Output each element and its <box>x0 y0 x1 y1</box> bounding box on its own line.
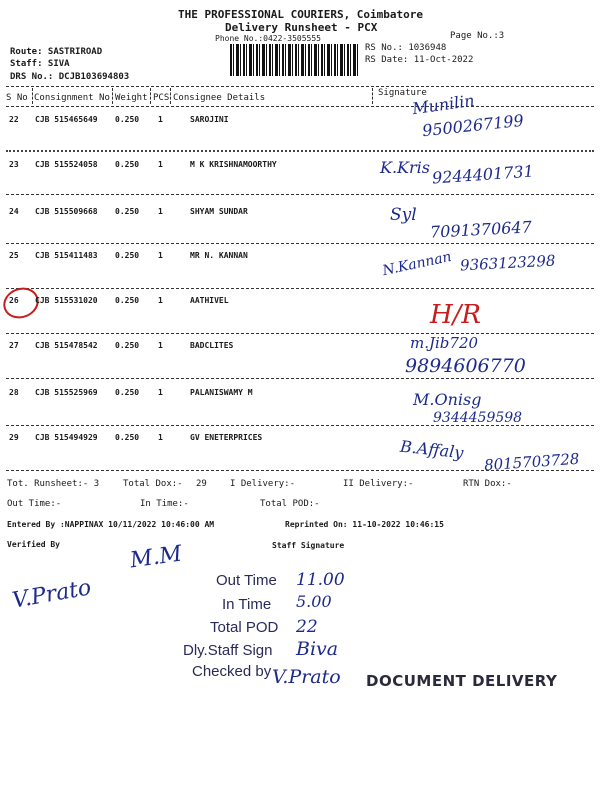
row-consignee: SHYAM SUNDAR <box>190 207 248 216</box>
signature: B.Affaly <box>399 436 465 463</box>
row-consignee: M K KRISHNAMOORTHY <box>190 160 277 169</box>
row-separator <box>6 333 594 334</box>
signature: Munilin <box>410 90 476 119</box>
signature-phone: 9344459598 <box>433 410 523 426</box>
row-consignment: CJB 515478542 <box>35 341 98 350</box>
col-consignment: Consignment No <box>34 93 110 103</box>
row-consignment: CJB 515465649 <box>35 115 98 124</box>
stamp-dly-staff-sign-value: Biva <box>296 638 339 660</box>
total-pod: Total POD:- <box>260 499 320 509</box>
row-weight: 0.250 <box>115 251 140 260</box>
page-number: Page No.:3 <box>450 31 505 41</box>
tot-runsheet: Tot. Runsheet:- 3 <box>7 479 100 489</box>
row-weight: 0.250 <box>115 341 140 350</box>
row-consignment: CJB 515531020 <box>35 296 98 305</box>
stamp-dly-staff-sign-label: Dly.Staff Sign <box>183 642 273 659</box>
row-consignment: CJB 515494929 <box>35 433 98 442</box>
stamp-out-time-label: Out Time <box>216 572 277 589</box>
rs-number: RS No.: 1036948 <box>365 43 447 53</box>
row-weight: 0.250 <box>115 433 140 442</box>
stamp-total-pod-label: Total POD <box>210 619 279 636</box>
company-name: THE PROFESSIONAL COURIERS, Coimbatore <box>178 8 424 21</box>
row-separator <box>6 288 594 289</box>
row-sno: 23 <box>9 160 19 169</box>
row-consignee: GV ENETERPRICES <box>190 433 263 442</box>
col-divider <box>32 88 33 104</box>
col-consignee: Consignee Details <box>173 93 266 103</box>
row-separator <box>6 425 594 426</box>
row-pcs: 1 <box>158 296 163 305</box>
col-sno: S No <box>6 93 28 103</box>
row-pcs: 1 <box>158 341 163 350</box>
reprinted-on: Reprinted On: 11-10-2022 10:46:15 <box>285 520 444 529</box>
staff-signature-label: Staff Signature <box>272 541 345 550</box>
row-weight: 0.250 <box>115 388 140 397</box>
col-weight: Weight <box>115 93 148 103</box>
row-consignee: AATHIVEL <box>190 296 229 305</box>
route: Route: SASTRIROAD <box>10 47 103 57</box>
row-sno: 26 <box>9 296 19 305</box>
entered-by: Entered By :NAPPINAX 10/11/2022 10:46:00 AM <box>7 520 215 529</box>
row-separator <box>6 243 594 244</box>
stamp-checked-by-label: Checked by <box>192 663 272 680</box>
row-sno: 22 <box>9 115 19 124</box>
row-sno: 28 <box>9 388 19 397</box>
row-consignee: PALANISWAMY M <box>190 388 253 397</box>
verified-by: Verified By <box>7 540 60 549</box>
col-signature: Signature <box>378 88 427 98</box>
row-sno: 24 <box>9 207 19 216</box>
ii-delivery: II Delivery:- <box>343 479 414 489</box>
drs-number: DRS No.: DCJB103694803 <box>10 72 130 82</box>
row-weight: 0.250 <box>115 296 140 305</box>
row-weight: 0.250 <box>115 207 140 216</box>
out-time: Out Time:- <box>7 499 62 509</box>
signature-phone: 9500267199 <box>421 110 525 141</box>
col-divider <box>372 88 373 104</box>
signature-phone: 9363123298 <box>459 251 556 275</box>
signature-phone: 9244401731 <box>431 161 535 188</box>
row-pcs: 1 <box>158 388 163 397</box>
row-separator <box>6 150 594 152</box>
row-separator <box>6 194 594 195</box>
staff: Staff: SIVA <box>10 59 70 69</box>
signature: N.Kannan <box>381 248 453 280</box>
header-rule-top <box>6 86 594 87</box>
row-consignee: SAROJINI <box>190 115 229 124</box>
barcode <box>230 44 360 76</box>
verifier-signature: V.Prato <box>10 575 94 614</box>
row-pcs: 1 <box>158 207 163 216</box>
col-divider <box>170 88 171 104</box>
rs-date: RS Date: 11-Oct-2022 <box>365 55 474 65</box>
in-time: In Time:- <box>140 499 189 509</box>
row-pcs: 1 <box>158 433 163 442</box>
row-consignment: CJB 515524058 <box>35 160 98 169</box>
signature: K.Kris <box>380 158 430 177</box>
row-consignment: CJB 515525969 <box>35 388 98 397</box>
row-consignment: CJB 515411483 <box>35 251 98 260</box>
total-dox-label: Total Dox:- <box>123 479 183 489</box>
rtn-dox: RTN Dox:- <box>463 479 512 489</box>
phone-number: Phone No.:0422-3505555 <box>215 34 321 43</box>
stamp-in-time-value: 5.00 <box>296 592 332 611</box>
stamp-total-pod-value: 22 <box>296 617 318 637</box>
row-sno: 29 <box>9 433 19 442</box>
col-divider <box>150 88 151 104</box>
row-separator <box>6 378 594 379</box>
row-weight: 0.250 <box>115 160 140 169</box>
row-sno: 27 <box>9 341 19 350</box>
row-sno: 25 <box>9 251 19 260</box>
signature: Syl <box>390 205 417 225</box>
row-pcs: 1 <box>158 115 163 124</box>
row-weight: 0.250 <box>115 115 140 124</box>
row-pcs: 1 <box>158 160 163 169</box>
header-rule-bottom <box>6 106 594 107</box>
row-consignee: MR N. KANNAN <box>190 251 248 260</box>
document-delivery-stamp: DOCUMENT DELIVERY <box>366 672 558 690</box>
signature-phone: 9894606770 <box>405 355 526 377</box>
row-pcs: 1 <box>158 251 163 260</box>
stamp-checked-by-value: V.Prato <box>272 666 341 688</box>
signature: m.Jib720 <box>410 334 479 352</box>
col-divider <box>112 88 113 104</box>
col-pcs: PCS <box>153 93 170 103</box>
stamp-in-time-label: In Time <box>222 596 272 613</box>
held-return-mark: H/R <box>430 300 482 330</box>
verifier-initials: M.M <box>128 541 184 574</box>
signature-phone: 8015703728 <box>483 449 580 475</box>
i-delivery: I Delivery:- <box>230 479 296 489</box>
signature-phone: 7091370647 <box>429 217 533 242</box>
total-dox-value: 29 <box>196 479 207 489</box>
table-bottom-rule <box>6 470 594 471</box>
stamp-out-time-value: 11.00 <box>296 570 345 590</box>
signature: M.Onisg <box>413 390 482 409</box>
row-consignee: BADCLITES <box>190 341 234 350</box>
runsheet-title: Delivery Runsheet - PCX <box>225 21 378 34</box>
row-consignment: CJB 515509668 <box>35 207 98 216</box>
